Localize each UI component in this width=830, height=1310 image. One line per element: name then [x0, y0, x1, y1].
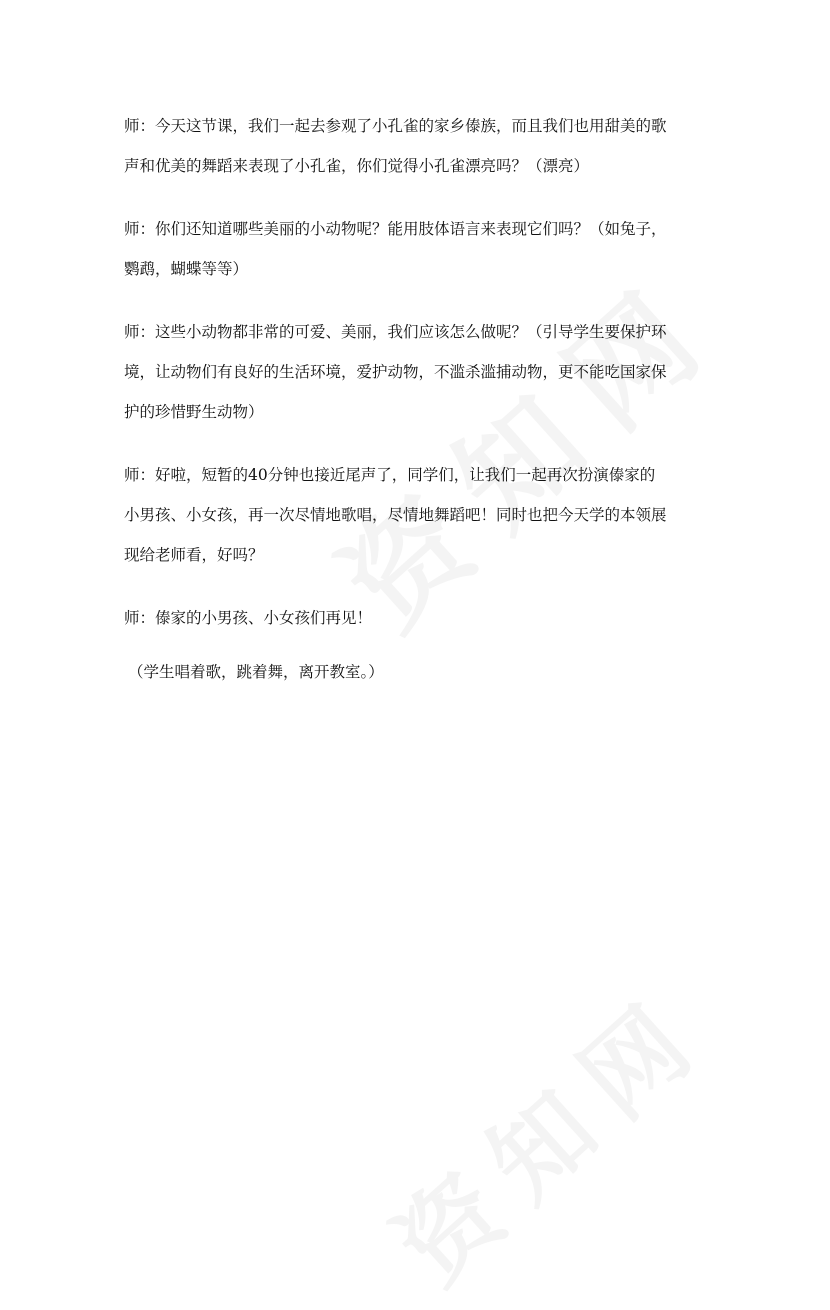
text-line: （学生唱着歌，跳着舞，离开教室。）: [128, 663, 384, 681]
paragraph-teacher-question: [124, 209, 724, 289]
text-line: 小男孩、小女孩，再一次尽情地歌唱，尽情地舞蹈吧！同时也把今天学的本领展: [124, 506, 667, 524]
text-line: 境，让动物们有良好的生活环境，爱护动物，不滥杀滥捕动物，更不能吃国家保: [124, 363, 667, 381]
text-line: 现给老师看，好吗？: [124, 546, 264, 564]
text-line: 鹦鹉，蝴蝶等等）: [124, 260, 249, 278]
text-line: 师：今天这节课，我们一起去参观了小孔雀的家乡傣族，而且我们也用甜美的歌: [124, 117, 667, 135]
paragraph-teacher-guidance: [124, 312, 724, 432]
text-line: 声和优美的舞蹈来表现了小孔雀，你们觉得小孔雀漂亮吗？（漂亮）: [124, 157, 590, 175]
text-line: 师：好啦，短暂的40分钟也接近尾声了，同学们，让我们一起再次扮演傣家的: [124, 466, 656, 484]
paragraph-teacher-farewell: [124, 598, 724, 638]
text-line: 师：傣家的小男孩、小女孩们再见！: [124, 609, 373, 627]
document-body: [124, 106, 724, 692]
watermark-lower: [360, 954, 733, 1310]
text-line: 师：这些小动物都非常的可爱、美丽，我们应该怎么做呢？（引导学生要保护环: [124, 323, 667, 341]
paragraph-teacher-summary: [124, 106, 724, 186]
paragraph-teacher-closing: [124, 455, 724, 575]
text-line: 师：你们还知道哪些美丽的小动物呢？能用肢体语言来表现它们吗？（如兔子，: [124, 220, 667, 238]
text-line: 护的珍惜野生动物）: [124, 403, 264, 421]
paragraph-stage-direction: [124, 652, 724, 692]
